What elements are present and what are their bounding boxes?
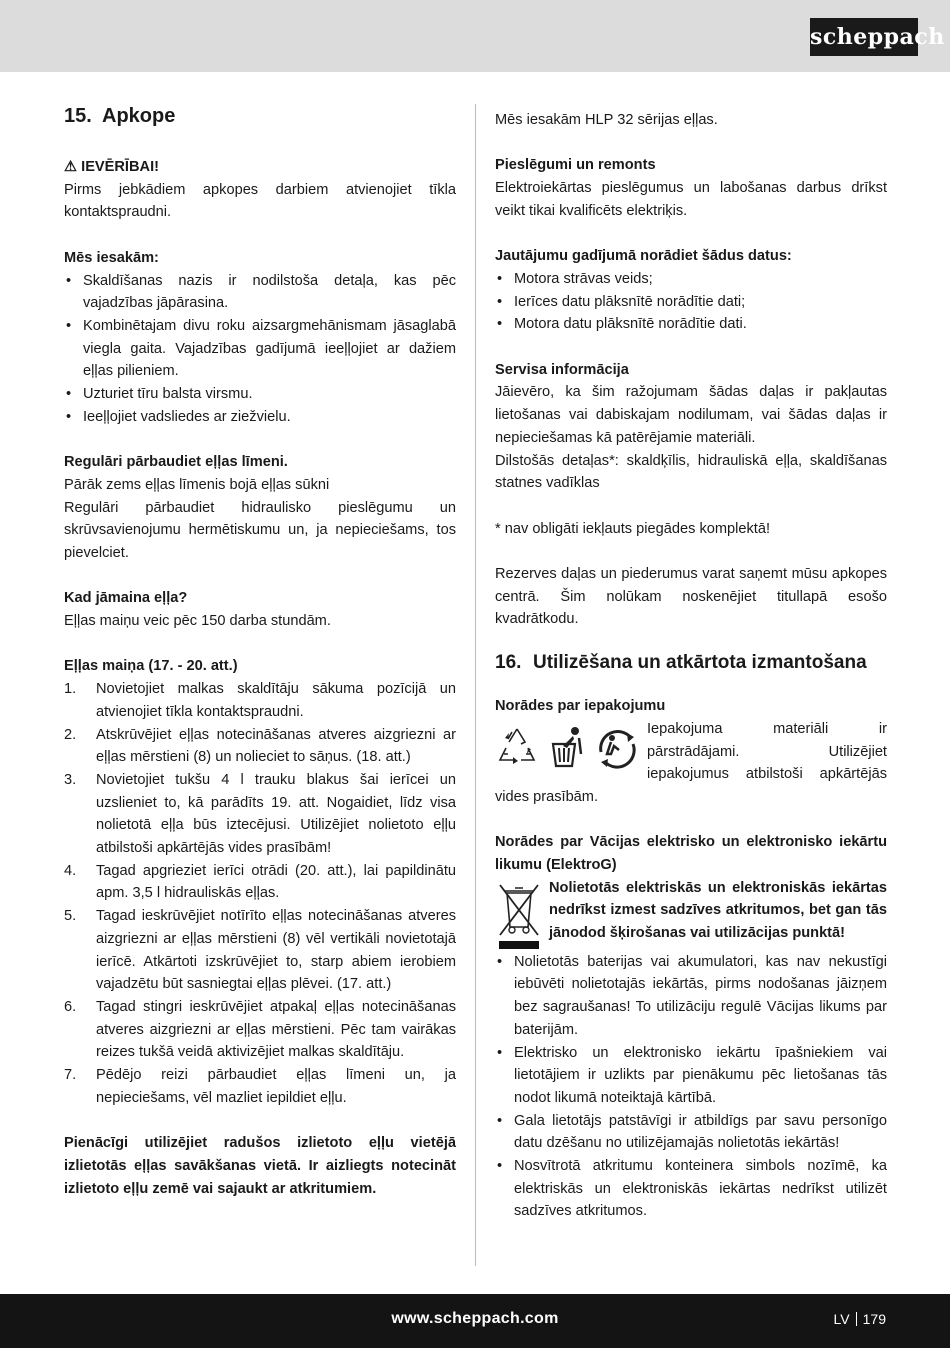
oilcheck-line1: Pārāk zems eļļas līmenis bojā eļļas sūkni (64, 476, 330, 493)
list-item: • Elektrisko un elektronisko iekārtu īpašniekiem vai lietotājiem ir uzlikts par pienākumu pēc lietošanas tās nodot likumā noteiktajā kārtībā. (495, 1042, 887, 1110)
recycle-person-icon (595, 724, 639, 770)
list-item: • Gala lietotājs patstāvīgi ir atbildīgs par savu personīgo datu dzēšanu no utilizējamajās nolietotās iekārtās! (495, 1110, 887, 1155)
weee-block (495, 877, 887, 951)
recycle-icon (495, 724, 539, 770)
queries-list (495, 268, 887, 336)
recommend-title: Mēs iesakām: (64, 249, 159, 266)
section-15-heading: 15. Apkope (64, 105, 176, 127)
warning-text: Pirms jebkādiem apkopes darbiem atvienojiet tīkla kontaktspraudni. (64, 181, 456, 221)
connections-title: Pieslēgumi un remonts (495, 157, 656, 174)
trash-bin-icon (545, 724, 589, 770)
hlp-text: Mēs iesakām HLP 32 sērijas eļļas. (495, 112, 718, 128)
service-text1: Jāievēro, ka šim ražojumam šādas daļas ir pakļautas lietošanas vai dabiskajam nodilumam, vai šādas daļas ir nepieciešamas kā patērējamie materiāli. (495, 384, 887, 446)
weee-title: Norādes par Vācijas elektrisko un elektronisko iekārtu likumu (ElektroG) (495, 834, 887, 873)
oilwhen-text: Eļļas maiņu veic pēc 150 darba stundām. (64, 613, 331, 630)
header-bar (0, 0, 950, 72)
oilcheck-line2: Regulāri pārbaudiet hidraulisko pieslēgumu un skrūvsavienojumu hermētiskumu un, ja nepieciešams, tos pievelciet. (64, 499, 456, 561)
list-item: • Kombinētajam divu roku aizsargmehānismam jāsaglabā viegla gaita. Vajadzības gadījumā ieeļļojiet ar dažiem eļļas pilieniem. (64, 315, 456, 383)
scheppach-logo: scheppach (810, 18, 918, 56)
packaging-block (495, 718, 887, 809)
service-note: * nav obligāti iekļauts piegādes komplektā! (495, 520, 771, 537)
weee-bold: Nolietotās elektriskās un elektroniskās iekārtas nedrīkst izmest sadzīves atkritumos, bet gan tās jānodod šķirošanas vai utilizācijas punktā! (549, 879, 887, 942)
website-link[interactable]: www.scheppach.com (391, 1310, 559, 1327)
list-item: • Ierīces datu plāksnītē norādītie dati; (495, 291, 887, 314)
recommend-list (64, 270, 456, 429)
right-column (495, 104, 887, 1223)
list-item: 6. Tagad stingri ieskrūvējiet atpakaļ eļļas notecināšanas atveres aizgriezni ar eļļas mērstieni. Pēc tam vairākas reizes tukšā veidā aktivizējiet malkas skaldītāju. (64, 998, 456, 1061)
queries-title: Jautājumu gadījumā norādiet šādus datus: (495, 248, 792, 265)
oilwhen-title: Kad jāmaina eļļa? (64, 590, 188, 607)
connections-text: Elektroiekārtas pieslēgumus un labošanas darbus drīkst veikt tikai kvalificēts elektriķis. (495, 180, 887, 219)
list-item: • Uzturiet tīru balsta virsmu. (64, 383, 456, 406)
page-number: 179 (862, 1311, 886, 1327)
list-item: • Nosvītrotā atkritumu konteinera simbols nozīmē, ka elektriskās un elektroniskās iekārtas nedrīkst utilizēt sadzīves atkritumos. (495, 1155, 887, 1223)
list-item: 4. Tagad apgrieziet ierīci otrādi (20. att.), lai papildinātu apm. 3,5 l hidrauliskās eļļas. (64, 862, 456, 902)
list-item: 3. Novietojiet tukšu 4 l trauku blakus šai ierīcei un uzslieniet to, kā parādīts 19. att. Nogaidiet, līdz visa nolietotā eļļa būs iztecējusi. Utilizējiet nolietoto eļļu atbilstoši apkārtējās vides prasībām! (64, 771, 456, 857)
oilchange-steps (64, 678, 456, 1109)
crossed-bin-icon (495, 879, 543, 951)
service-title: Servisa informācija (495, 361, 629, 378)
list-item: • Ieeļļojiet vadsliedes ar ziežvielu. (64, 406, 456, 429)
language-code: LV (833, 1311, 850, 1327)
list-item: • Nolietotās baterijas vai akumulatori, kas nav nekustīgi iebūvēti nolietotajās iekārtās, pirms nodošanas jāizņem bez sagraušanas! To utilizāciju regulē Vācijas likums par baterijām. (495, 951, 887, 1042)
packaging-text: Iepakojuma materiāli ir pārstrādājami. Utilizējiet iepakojumus atbilstoši apkārtējās vides prasībām. (495, 720, 887, 805)
list-item: 5. Tagad ieskrūvējiet notīrīto eļļas notecināšanas atveres aizgriezni ar eļļas mērstieni (8) vēl vertikāli novietotajā ierīcē. Atkārtoti izskrūvējiet to, starp abiem ierobiem vajadzētu būt sasniegtai eļļas plēvei. (17. att.) (64, 908, 456, 993)
weee-list (495, 951, 887, 1223)
packaging-title: Norādes par iepakojumu (495, 698, 666, 715)
list-item: • Skaldīšanas nazis ir nodilstoša detaļa, kas pēc vajadzības jāpārasina. (64, 270, 456, 315)
list-item: 2. Atskrūvējiet eļļas notecināšanas atveres aizgriezni ar eļļas mērstieni (8) un nolieciet to sāņus. (18. att.) (64, 726, 456, 766)
left-column (64, 104, 456, 1200)
service-spare: Rezerves daļas un piederumus varat saņemt mūsu apkopes centrā. Šim nolūkam noskenējiet titullapā esošo kvadrātkodu. (495, 565, 887, 628)
column-divider (475, 104, 476, 1266)
list-item: 7. Pēdējo reizi pārbaudiet eļļas līmeni un, ja nepieciešams, vēl mazliet iepildiet eļļu. (64, 1067, 456, 1106)
list-item: • Motora datu plāksnītē norādītie dati. (495, 313, 887, 336)
footer-bar (0, 1294, 950, 1348)
warning-title: ⚠ IEVĒRĪBAI! (64, 159, 159, 175)
section-16-heading: 16. Utilizēšana un atkārtota izmantošana (495, 652, 867, 674)
list-item: • Motora strāvas veids; (495, 268, 887, 291)
disposal-note: Pienācīgi utilizējiet radušos izlietoto eļļu vietējā izlietotās eļļas savākšanas vietā. Ir aizliegts notecināt izlietoto eļļu zemē vai sajaukt ar atkritumiem. (64, 1135, 456, 1197)
page-indicator (834, 1311, 886, 1327)
oilchange-title: Eļļas maiņa (17. - 20. att.) (64, 658, 238, 675)
packaging-icons (495, 724, 639, 770)
service-text2: Dilstošās detaļas*: skaldķīlis, hidrauliskā eļļa, skaldīšanas statnes vadīklas (495, 452, 887, 492)
oilcheck-title: Regulāri pārbaudiet eļļas līmeni. (64, 454, 288, 471)
list-item: 1. Novietojiet malkas skaldītāju sākuma pozīcijā un atvienojiet tīkla kontaktspraudni. (64, 681, 456, 720)
